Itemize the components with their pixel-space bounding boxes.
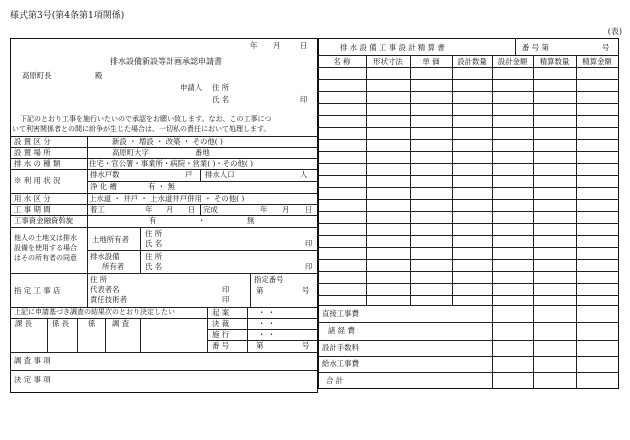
estimate-col-5: 精算数量 <box>539 57 570 66</box>
facility-owner-line-2: 所有者 <box>102 262 125 271</box>
form-number: 様式第3号(第4条第1項関係) <box>10 11 125 21</box>
contractor-rep: 代表者名 <box>90 285 120 294</box>
population-unit: 人 <box>300 170 308 179</box>
summary-design-fee: 設計手数料 <box>322 343 359 352</box>
grid-line <box>318 163 618 164</box>
loan-yes: 有 <box>149 216 157 225</box>
grid-line <box>318 235 618 236</box>
approval-no-go: 号 <box>302 341 310 350</box>
estimate-col-4: 設計金額 <box>497 57 528 66</box>
grid-line <box>87 181 317 182</box>
facility-owner-address-label: 住 所 <box>145 252 163 261</box>
grid-line <box>533 55 534 389</box>
grid-line <box>492 55 493 389</box>
facility-owner-line-1: 排水設備 <box>90 252 120 261</box>
grid-line <box>318 187 618 188</box>
staff-header-3: 調 査 <box>112 319 130 328</box>
consent-line-3: はその所有者の同意 <box>14 254 77 262</box>
usage-label: ※ 利 用 状 況 <box>14 176 61 185</box>
grid-line <box>10 318 207 319</box>
grid-line <box>318 151 618 152</box>
grid-line <box>318 175 618 176</box>
consent-line-2: 設備を使用する場合 <box>14 244 77 252</box>
grid-line <box>10 273 317 274</box>
summary-overhead: 諸 経 費 <box>328 326 355 335</box>
grid-line <box>200 204 201 215</box>
grid-line <box>318 388 618 389</box>
period-end-day: 日 <box>305 205 313 214</box>
approval-label-2: 施 行 <box>212 330 230 339</box>
designation-label: 指定番号 <box>254 275 284 284</box>
grid-line <box>410 55 411 305</box>
household-label: 排水戸数 <box>90 170 120 179</box>
decision-label: 決 定 事 項 <box>14 375 51 384</box>
border-top <box>10 38 317 39</box>
period-label: 工 事 期 間 <box>14 205 51 214</box>
grid-line <box>318 55 618 56</box>
date-day: 日 <box>300 41 308 50</box>
estimate-col-3: 設計数量 <box>457 57 487 66</box>
statement-line-1: 下記のとおり工事を施行いたいので承認をお願い致します。なお、この工事につ <box>20 115 272 123</box>
approval-dots-0: ・ ・ <box>258 308 276 317</box>
applicant-address-label: 住 所 <box>212 83 230 92</box>
estimate-number-go: 号 <box>602 43 610 52</box>
grid-line <box>318 199 618 200</box>
approval-label-1: 決 裁 <box>212 319 230 328</box>
grid-line <box>10 352 317 353</box>
land-owner-name-label: 氏 名 <box>145 239 163 248</box>
period-start-year: 年 <box>145 205 153 214</box>
date-month: 月 <box>273 41 281 50</box>
grid-line <box>207 307 208 352</box>
period-start-day: 日 <box>188 205 196 214</box>
grid-line <box>10 204 317 205</box>
grid-line <box>318 259 618 260</box>
septic-label: 浄 化 槽 <box>90 182 117 191</box>
grid-line <box>318 223 618 224</box>
addressee-town: 高原町長 <box>22 71 52 80</box>
staff-header-2: 係 <box>88 319 96 328</box>
grid-line <box>318 139 618 140</box>
grid-line <box>576 55 577 389</box>
application-title: 排水設備新設等計画承認申請書 <box>110 57 222 66</box>
contractor-engineer: 責任技術者 <box>90 295 127 304</box>
contractor-engineer-seal: 印 <box>222 295 230 304</box>
grid-line <box>515 38 516 55</box>
staff-header-1: 係 長 <box>52 319 70 328</box>
estimate-col-0: 名 称 <box>333 57 351 66</box>
grid-line <box>318 79 618 80</box>
estimate-col-2: 単 価 <box>422 57 440 66</box>
period-end: 完成 <box>203 205 218 214</box>
grid-line <box>318 271 618 272</box>
population-label: 排水人口 <box>205 170 235 179</box>
land-owner-address-label: 住 所 <box>145 229 163 238</box>
land-owner-label: 土地所有者 <box>92 235 129 244</box>
grid-line <box>87 250 317 251</box>
period-start-month: 月 <box>166 205 174 214</box>
drain-type-value: 住宅・官公署・事業所・病院・営業( )・その他( ) <box>89 159 254 168</box>
grid-line <box>77 318 78 352</box>
period-start: 着工 <box>90 205 105 214</box>
approval-no-dai: 第 <box>256 341 264 350</box>
grid-line <box>318 103 618 104</box>
grid-line <box>10 169 317 170</box>
statement-line-2: いて利害関係者との間に紛争が生じた場合は、一切私の責任において処理します。 <box>12 125 271 133</box>
estimate-number-label: 番 号 第 <box>522 43 549 52</box>
period-end-month: 月 <box>282 205 290 214</box>
grid-line <box>318 91 618 92</box>
estimate-title: 排 水 設 備 工 事 設 計 精 算 書 <box>340 43 445 52</box>
approval-label-3: 番 号 <box>212 341 230 350</box>
grid-line <box>247 307 248 352</box>
consent-line-1: 他人の土地又は排水 <box>14 234 77 242</box>
staff-header-0: 課 長 <box>15 319 33 328</box>
grid-line <box>87 136 88 307</box>
grid-line <box>318 38 618 39</box>
designation-go: 号 <box>302 286 310 295</box>
summary-water-supply: 給水工事費 <box>322 359 359 368</box>
designation-no: 第 <box>256 286 264 295</box>
grid-line <box>140 318 141 352</box>
contractor-address: 住 所 <box>90 275 108 284</box>
grid-line <box>47 318 48 352</box>
addressee-honorific: 殿 <box>95 71 103 80</box>
loan-no: 無 <box>247 216 255 225</box>
install-place-label: 設 置 場 所 <box>14 148 51 157</box>
water-value: 上水道 ・ 井戸 ・ 上水道井戸併用 ・ その他( ) <box>89 194 245 203</box>
grid-line <box>10 227 317 228</box>
period-end-year: 年 <box>260 205 268 214</box>
grid-line <box>10 370 317 371</box>
septic-value: 有 ・ 無 <box>148 182 175 191</box>
grid-line <box>318 295 618 296</box>
grid-line <box>105 318 106 352</box>
drain-type-label: 排 水 の 種 類 <box>14 159 61 168</box>
install-place-town: 高原町大字 <box>112 148 149 157</box>
applicant-label: 申請人 <box>180 83 203 92</box>
grid-line <box>452 55 453 305</box>
grid-line <box>250 273 251 307</box>
grid-line <box>318 127 618 128</box>
date-year: 年 <box>250 41 258 50</box>
border-bottom <box>10 392 317 393</box>
grid-line <box>318 283 618 284</box>
grid-line <box>200 169 201 181</box>
page-mark: (表) <box>607 27 622 36</box>
grid-line <box>618 38 619 389</box>
grid-line <box>318 340 618 341</box>
summary-direct: 直接工事費 <box>322 309 359 318</box>
applicant-seal: 印 <box>300 95 308 104</box>
grid-line <box>318 115 618 116</box>
install-place-lot: 番地 <box>195 148 210 157</box>
water-label: 用 水 区 分 <box>14 194 51 203</box>
survey-label: 調 査 事 項 <box>14 356 51 365</box>
grid-line <box>318 305 618 306</box>
grid-line <box>366 55 367 305</box>
approval-dots-2: ・ ・ <box>258 330 276 339</box>
grid-line <box>10 147 317 148</box>
grid-line <box>318 372 618 373</box>
loan-dot: ・ <box>198 216 206 225</box>
contractor-rep-seal: 印 <box>222 285 230 294</box>
estimate-col-1: 形状寸法 <box>373 57 403 66</box>
approval-dots-1: ・ ・ <box>258 319 276 328</box>
land-owner-seal: 印 <box>305 239 313 248</box>
summary-total: 合 計 <box>326 376 344 385</box>
install-type-label: 設 置 区 分 <box>14 137 51 146</box>
approval-label-0: 起 案 <box>212 308 230 317</box>
estimate-col-6: 精算金額 <box>582 57 612 66</box>
applicant-name-label: 氏 名 <box>212 95 230 104</box>
facility-owner-seal: 印 <box>305 262 313 271</box>
grid-line <box>318 322 618 323</box>
facility-owner-name-label: 氏 名 <box>145 262 163 271</box>
grid-line <box>318 247 618 248</box>
loan-label: 工事資金融資斡旋 <box>14 216 74 225</box>
grid-line <box>140 227 141 273</box>
contractor-label: 指 定 工 事 店 <box>14 286 61 295</box>
household-unit: 戸 <box>185 170 193 179</box>
grid-line <box>318 356 618 357</box>
decision-statement: 上記に申請基づき調査の結果次のとおり決定したい <box>14 308 175 316</box>
grid-line <box>318 67 618 68</box>
grid-line <box>318 211 618 212</box>
install-type-value: 新設 ・ 増設 ・ 改築 ・ その他( ) <box>112 137 223 146</box>
